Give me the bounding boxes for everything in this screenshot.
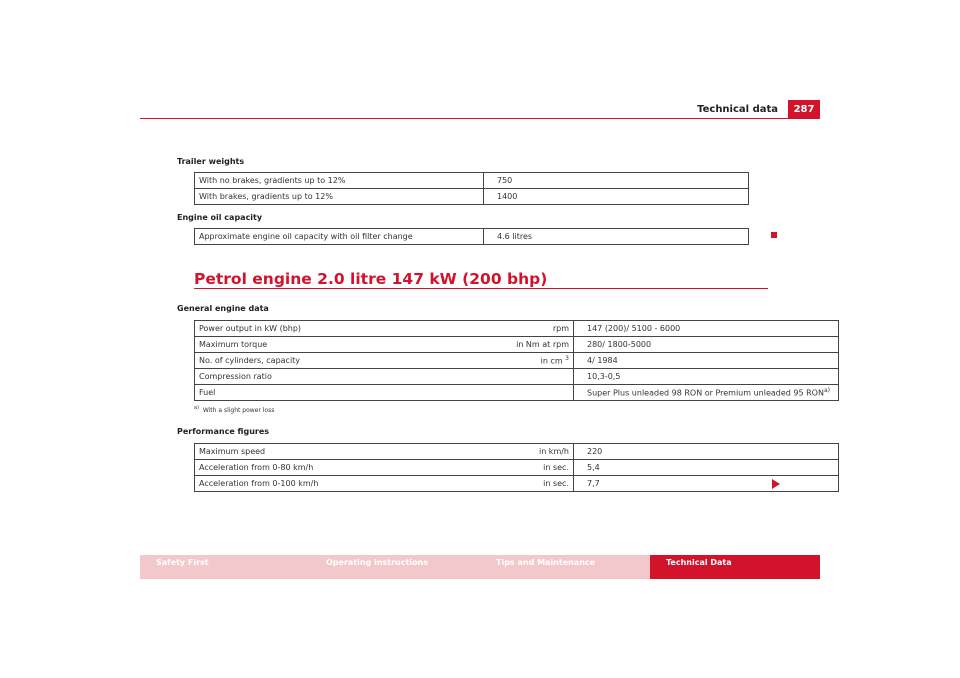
row-unit: in km/h <box>483 444 574 460</box>
row-value: 5,4 <box>574 460 839 476</box>
row-label: Power output in kW (bhp) <box>195 321 484 337</box>
footnote <box>194 405 274 414</box>
row-unit-cell <box>483 353 574 369</box>
table-row <box>195 229 749 245</box>
footer-tab-tips-and-maintenance[interactable]: Tips and Maintenance <box>480 555 650 579</box>
row-value: 147 (200)/ 5100 - 6000 <box>574 321 839 337</box>
row-unit: rpm <box>483 321 574 337</box>
row-label: With brakes, gradients up to 12% <box>195 189 484 205</box>
table-row <box>195 189 749 205</box>
table-row <box>195 385 839 401</box>
row-unit: in Nm at rpm <box>483 337 574 353</box>
footer-tab-technical-data[interactable]: Technical Data <box>650 555 820 579</box>
row-label: Approximate engine oil capacity with oil filter change <box>195 229 484 245</box>
footnote-marker: a) <box>194 405 200 411</box>
row-unit <box>483 369 574 385</box>
continued-arrow-icon <box>772 479 780 489</box>
engine-oil-heading: Engine oil capacity <box>177 213 263 222</box>
page-header-title: Technical data <box>697 104 778 115</box>
section-title-rule <box>194 288 768 289</box>
general-engine-data-heading: General engine data <box>177 304 269 313</box>
table-row <box>195 476 839 492</box>
table-row <box>195 444 839 460</box>
row-unit: in sec. <box>483 476 574 492</box>
row-label: No. of cylinders, capacity <box>195 353 484 369</box>
table-row <box>195 321 839 337</box>
row-label: With no brakes, gradients up to 12% <box>195 173 484 189</box>
table-row <box>195 173 749 189</box>
table-row <box>195 337 839 353</box>
row-value-cell <box>574 385 839 401</box>
footer-tab-safety-first[interactable]: Safety First <box>140 555 310 579</box>
header-divider <box>140 118 820 119</box>
trailer-weights-table <box>194 172 749 205</box>
table-row <box>195 460 839 476</box>
row-label: Fuel <box>195 385 484 401</box>
footnote-text: With a slight power loss <box>202 407 275 414</box>
footnote-ref: a) <box>823 387 830 395</box>
row-value: 280/ 1800-5000 <box>574 337 839 353</box>
performance-figures-heading: Performance figures <box>177 427 270 436</box>
row-value: Super Plus unleaded 98 RON or Premium unleaded 95 RON <box>587 388 824 398</box>
engine-oil-table <box>194 228 749 245</box>
page-number: 287 <box>788 100 820 119</box>
general-engine-data-table <box>194 320 839 401</box>
row-value: 4/ 1984 <box>574 353 839 369</box>
row-value: 4.6 litres <box>484 229 749 245</box>
section-end-marker-icon <box>771 232 777 238</box>
row-unit-superscript: 3 <box>565 355 569 363</box>
row-value: 7,7 <box>574 476 839 492</box>
trailer-weights-heading: Trailer weights <box>177 157 245 166</box>
section-title: Petrol engine 2.0 litre 147 kW (200 bhp) <box>194 270 548 288</box>
row-value: 10,3-0,5 <box>574 369 839 385</box>
row-label: Compression ratio <box>195 369 484 385</box>
row-value: 220 <box>574 444 839 460</box>
row-value: 750 <box>484 173 749 189</box>
row-unit: in sec. <box>483 460 574 476</box>
row-label: Acceleration from 0-80 km/h <box>195 460 484 476</box>
table-row <box>195 353 839 369</box>
row-value: 1400 <box>484 189 749 205</box>
table-row <box>195 369 839 385</box>
row-label: Acceleration from 0-100 km/h <box>195 476 484 492</box>
performance-figures-table <box>194 443 839 492</box>
row-label: Maximum torque <box>195 337 484 353</box>
footer-tab-operating-instructions[interactable]: Operating instructions <box>310 555 480 579</box>
row-label: Maximum speed <box>195 444 484 460</box>
row-unit <box>483 385 574 401</box>
row-unit: in cm <box>540 356 563 366</box>
